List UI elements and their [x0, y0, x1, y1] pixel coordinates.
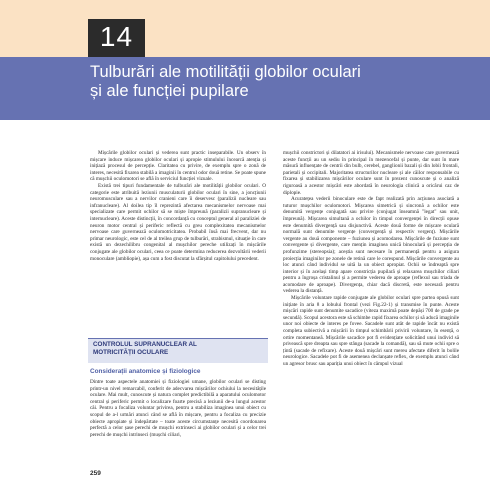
- subsection-heading: Considerații anatomice și fiziologice: [90, 368, 201, 375]
- section-heading-line-1: CONTROLUL SUPRANUCLEAR AL: [93, 341, 197, 348]
- chapter-title-line-2: și ale funcției pupilare: [90, 82, 249, 100]
- right-paragraph-1: mușchii constrictori și dilatatori ai irisului). Mecanismele nervoase care guvernează aceste funcții au un sediu în principal în mezencefal și punte, dar sunt în mare măsură influențate de centrii din bulb, cerebel, ganglionii bazali și din lobii frontali, parietali și occipitali. Majoritatea structurilor nucleare și ale căilor responsabile cu fixarea și stabilizarea mișcărilor oculare sunt în prezent cunoscute și o analiză riguroasă a acestor mișcări este abordată în neurologia clinică a oricărui caz de diplopie.: [283, 150, 459, 196]
- chapter-title: [90, 63, 470, 101]
- left-column: [90, 150, 266, 262]
- page-number: 259: [90, 470, 101, 477]
- chapter-title-line-1: Tulburări ale motilității globilor oculari: [90, 63, 361, 81]
- subsection-body: [90, 379, 266, 438]
- right-paragraph-2: Acuratețea vederii binoculare este de fapt realizată prin acțiunea asociată a tuturor mușchilor oculomotori. Mișcarea simetrică și sincronă a ochilor este denumită vergențe conjugată sau privire (conjugat înseamnă "legat" sau unit, împreună). Mișcarea simultană a ochilor în timpul convergenței în direcții opuse este denumită divergență sau disjunctivă. Aceste două forme de mișcare oculară normală sunt denumite vergențe (convergență și respectiv vergenț). Mișcările vergente au două componente – fuziunea și acomodarea. Mișcările de fuziune sunt convergente și divergente, care mențin imaginea unică binoculară și percepția de profunzime (stereopsia); aceștia sunt necesare în permanență pentru a asigura proiecția imaginilor pe zonele de retină care le corespund. Mișcările convergente au loc atunci când individul se uită la un obiect apropiat. Ochii se îndreaptă spre interior și în același timp apare constricția pupilară și relaxarea mușchilor ciliari pentru a îngroșa cristalinul și a permite vederea de aproape (reflexul sau triada de acomodare de aproape). Divergența, chiar dacă discretă, este necesară pentru vederea la distanță.: [283, 196, 459, 295]
- chapter-number: 14: [99, 21, 134, 52]
- section-heading: [93, 341, 263, 357]
- section-heading-line-2: MOTRICITĂȚII OCULARE: [93, 349, 169, 356]
- right-column: [283, 150, 459, 368]
- left-paragraph-2: Există trei tipuri fundamentale de tulburări ale motilității globilor oculari. O categorie este atribuită leziunii musculaturii globilor oculari în sine, a joncțiunii neuromusculare sau a nervilor cranieni care îi deservesc (paralizii nucleare sau infranucleare). Al doilea tip îl reprezintă afectarea mecanismelor nervoase mai specializate care permit ochilor să se miște împreună (paralizii supranucleare și internucleare). Aceste distincții, în concordanță cu conceptul general al paraliziei de neuron motor central și periferic reflectă cu greu complexitatea mecanismelor nervoase care guvernează oculomotricitatea. Probabil însă mai frecvent, dar nu primar neurologic, este cel de al treilea grup de tulburări, strabismul, situație în care există un dezechilibru congenital al mușchilor pereche utilizați în mișcările conjugate ale globilor oculari, ceea ce poate determina reducerea dezvoltării vederii monoculare (ambliopie), așa cum a fost discutat la sfârșitul capitolului precedent.: [90, 182, 266, 262]
- subsection-paragraph-1: Dintre toate aspectele anatomiei și fiziologiei umane, globilor oculari se disting printr-un nivel remarcabil, conferit de adecvarea mișcărilor ochiului la necesitățile oculare. Mai mult, cunoscute și natura complet predictibilă a aparatului oculomotor central și periferic permit o localizare foarte precisă a leziunii de-a lungul acestor căi. Pentru a focaliza voluntar privirea, pentru a stabiliza imaginea unui obiect cu scopul de a-l urmări atunci când se află în mișcare, pentru a focaliza cu precizie obiecte apropiate și îndepărtate – toate aceste circumstanțe necesită coordonarea perfectă a celor șase perechi de mușchi extrinseci ai globilor oculari și a celor trei perechi de mușchi intrinseci (mușchi ciliari,: [90, 379, 266, 438]
- right-paragraph-3: Mișcările voluntare rapide conjugate ale globilor oculari spre partea opusă sunt inițiate în aria 8 a lobului frontal (vezi Fig.22-1) și transmise în punte. Aceste mișcări rapide sunt denumite sacadice (viteza maximă poate depăși 700 de grade pe secundă). Scopul acestora este să schimbe rapid fixarea ochilor și să aducă imaginile unor noi obiecte de interes pe fovee. Sacadele sunt atât de rapide încât nu există completa subiectivă a mișcării în timpul schimbării privirii voluntare, în esență, o ortire momentaneă. Mișcările sacadice pot fi evidențiate solicitând unui individ să privească spre dreapta sau spre stânga (sacade la comandă), sau să mute ochii spre o țintă (sacade de refixare). Aceste două mișcări sunt mereu afectate diferit în bolile neurologice. Sacadele pot fi de asemenea declanșate reflex, de exemplu atunci când un agresor brusc sau apariția unui obiect în câmpul vizual: [283, 295, 459, 367]
- chapter-header-band: [0, 0, 490, 57]
- left-paragraph-1: Mișcările globilor oculari și vederea sunt practic inseparabile. Un observ în mișcare induce mișcarea globilor oculari și apropie stimulului încearcă atenția și inițiază procesul de percepție. Claritatea cu privire, de exemplu spre o zonă de interes, necesită fixarea stabilă a imaginii în centrul odor două retine. Se poate spune că mușchii oculomotori se află în serviciul funcției vizuale.: [90, 150, 266, 183]
